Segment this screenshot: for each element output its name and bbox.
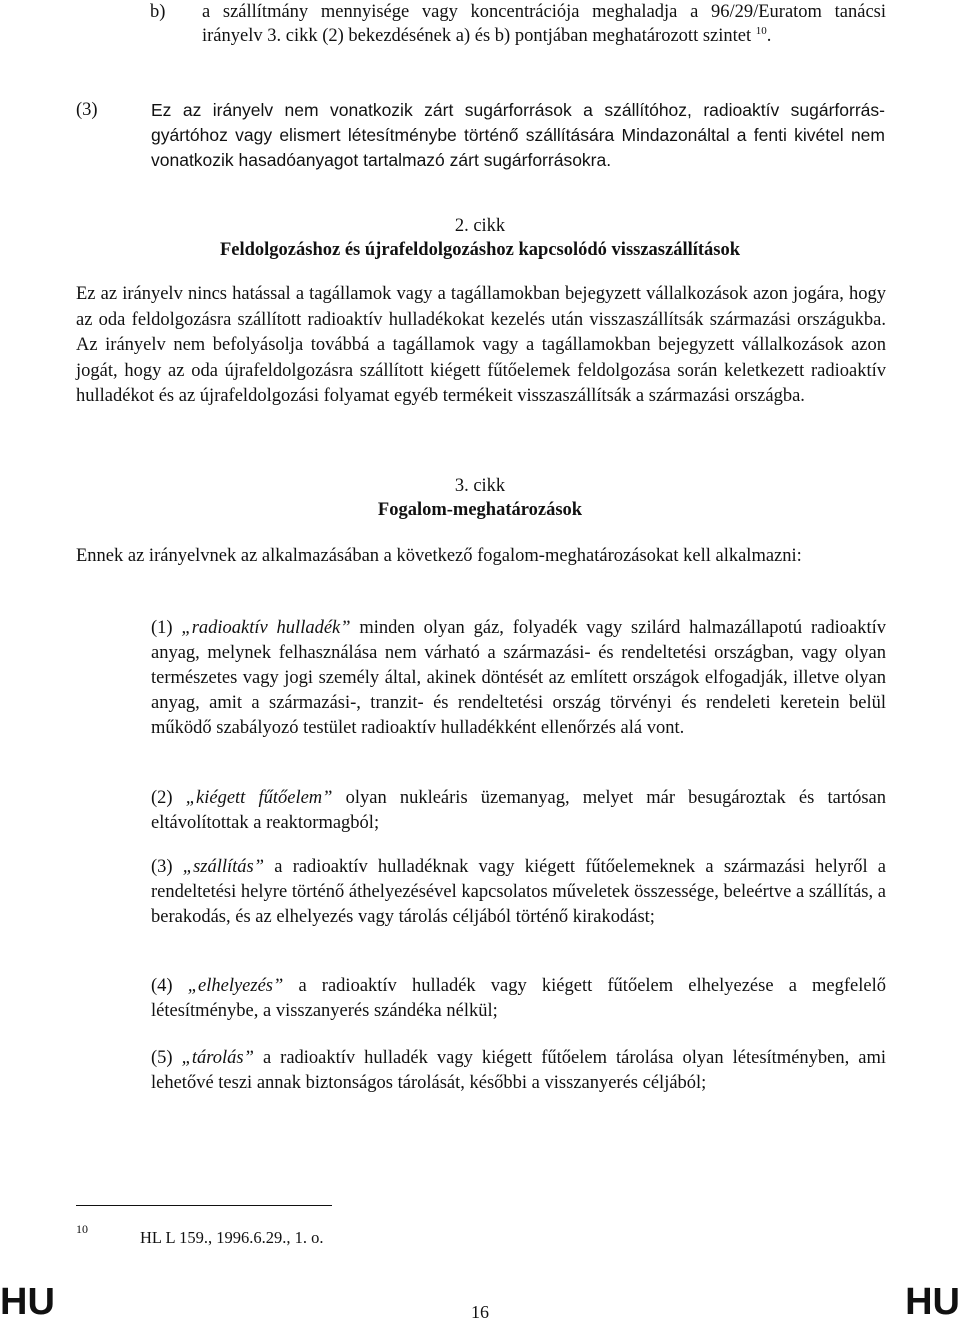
definition-1-num: (1) xyxy=(151,618,173,638)
definition-5-text: a radioaktív hulladék vagy kiégett fűtőelem tárolása olyan létesítményben, ami lehetővé teszi annak biztonságos tárolását, későbbi a visszanyerés céljából; xyxy=(151,1048,886,1093)
definition-1-text: minden olyan gáz, folyadék vagy szilárd halmazállapotú radioaktív anyag, melynek felhasználása nem várható a származási- és rendeltetési országban, vagy olyan természetes vagy jogi személy által, akinek döntését az említett országok elfogadják, illetve olyan anyag, amit a származási-, tranzit- és rendeltetési ország törvényi és rendeleti keretein belül működő szabályozó testület radioaktív hulladékként ellenőrzés alá vont. xyxy=(151,618,887,738)
footnote-number: 10 xyxy=(76,1222,88,1236)
definition-4-text: a radioaktív hulladék vagy kiégett fűtőelem elhelyezése a megfelelő létesítménybe, a visszanyerés szándéka nélkül; xyxy=(151,976,887,1021)
item-b-tail: . xyxy=(766,26,772,46)
footer-language-right: HU xyxy=(905,1281,960,1323)
footnote-text: HL L 159., 1996.6.29., 1. o. xyxy=(140,1228,324,1247)
definition-3-term: „szállítás” xyxy=(182,857,265,877)
article-2-body: Ez az irányelv nincs hatással a tagállamok vagy a tagállamokban bejegyzett vállalkozások azon jogára, hogy az oda feldolgozásra szállított radioaktív hulladékokat kezelés után visszaszállítsák származási országukba. Az irányelv nem befolyásolja továbbá a tagállamok vagy a tagállamokban bejegyzett vállalkozások azon jogát, hogy az oda újrafeldolgozásra szállított kiégett fűtőelemek feldolgozása során keletkezett radioaktív hulladékot és az újrafeldolgozási folyamat egyéb termékeit visszaszállítsák a származási országba. xyxy=(76,284,886,406)
footnote-ref[interactable]: 10 xyxy=(755,25,767,37)
item-3-label: (3) xyxy=(76,100,98,120)
definition-4-num: (4) xyxy=(151,976,173,996)
article-3-number: 3. cikk xyxy=(454,476,506,496)
definition-3-text: a radioaktív hulladéknak vagy kiégett fűtőelemeknek a származási helyről a rendeltetési helyre történő áthelyezésével kapcsolatos műveletek összessége, beleértve a szállítás, a berakodás, és az elhelyezés vagy tárolás céljából történő kirakodást; xyxy=(151,857,887,927)
article-2-number: 2. cikk xyxy=(454,216,506,236)
definition-3-num: (3) xyxy=(151,857,173,877)
footnote-separator xyxy=(76,1205,332,1206)
definition-2-term: „kiégett fűtőelem” xyxy=(185,788,333,808)
definition-2 xyxy=(151,786,886,836)
article-3-title: Fogalom-meghatározások xyxy=(377,500,583,520)
item-b-text xyxy=(202,0,886,48)
article-2-title: Feldolgozáshoz és újrafeldolgozáshoz kapcsolódó visszaszállítások xyxy=(219,240,741,260)
item-b-body: a szállítmány mennyisége vagy koncentrációja meghaladja a 96/29/Euratom tanácsi irányelv 3. cikk (2) bekezdésének a) és b) pontjában meghatározott szintet xyxy=(202,2,886,46)
item-3-text: Ez az irányelv nem vonatkozik zárt sugárforrások a szállítóhoz, radioaktív sugárforrás-gyártóhoz vagy elismert létesítménybe történő szállítására Mindazonáltal a fenti kivétel nem vonatkozik hasadóanyagot tartalmazó zárt sugárforrásokra. xyxy=(151,100,885,170)
definition-1-term: „radioaktív hulladék” xyxy=(181,618,351,638)
definition-3 xyxy=(151,855,886,930)
definition-5-num: (5) xyxy=(151,1048,173,1068)
page-number: 16 xyxy=(471,1302,489,1322)
article-3-intro: Ennek az irányelvnek az alkalmazásában a következő fogalom-meghatározásokat kell alkalmazni: xyxy=(76,546,802,566)
definition-4 xyxy=(151,974,886,1024)
definition-5 xyxy=(151,1046,886,1096)
definition-2-text: olyan nukleáris üzemanyag, melyet már besugároztak és tartósan eltávolítottak a reaktormagból; xyxy=(151,788,887,833)
definition-2-num: (2) xyxy=(151,788,173,808)
item-b-label: b) xyxy=(150,2,166,22)
definition-5-term: „tárolás” xyxy=(181,1048,254,1068)
definition-4-term: „elhelyezés” xyxy=(187,976,284,996)
footer-language-left: HU xyxy=(0,1281,55,1323)
definition-1 xyxy=(151,616,886,741)
